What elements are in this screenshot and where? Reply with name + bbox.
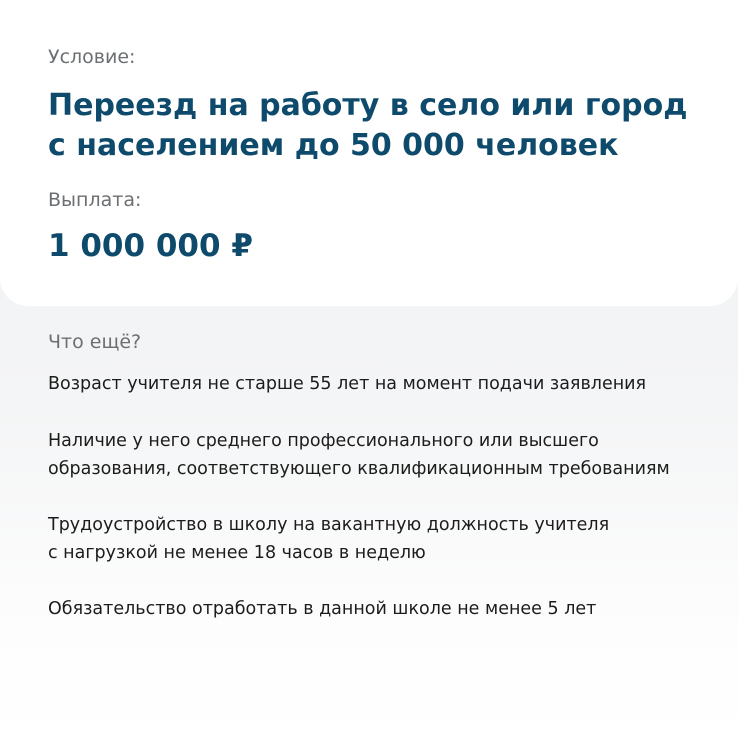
requirement-education — [48, 427, 670, 483]
requirement-line: Наличие у него среднего профессионального или высшего — [48, 431, 599, 451]
requirement-line: образования, соответствующего квалификационным требованиям — [48, 459, 670, 479]
requirement-line: Обязательство отработать в данной школе не менее 5 лет — [48, 599, 597, 619]
requirement-line: Трудоустройство в школу на вакантную должность учителя — [48, 515, 610, 535]
requirement-line: Возраст учителя не старше 55 лет на момент подачи заявления — [48, 374, 647, 394]
condition-card — [0, 0, 738, 306]
condition-title-line: с населением до 50 000 человек — [48, 128, 619, 163]
requirement-age — [48, 370, 646, 398]
payment-amount: 1 000 000 ₽ — [48, 228, 253, 264]
requirement-line: с нагрузкой не менее 18 часов в неделю — [48, 543, 426, 563]
condition-label: Условие: — [48, 46, 136, 68]
payment-label: Выплата: — [48, 189, 142, 211]
requirement-employment — [48, 511, 609, 567]
condition-title-line: Переезд на работу в село или город — [48, 88, 688, 123]
requirement-commitment — [48, 595, 596, 623]
more-label: Что ещё? — [48, 331, 142, 353]
condition-title — [48, 86, 708, 166]
